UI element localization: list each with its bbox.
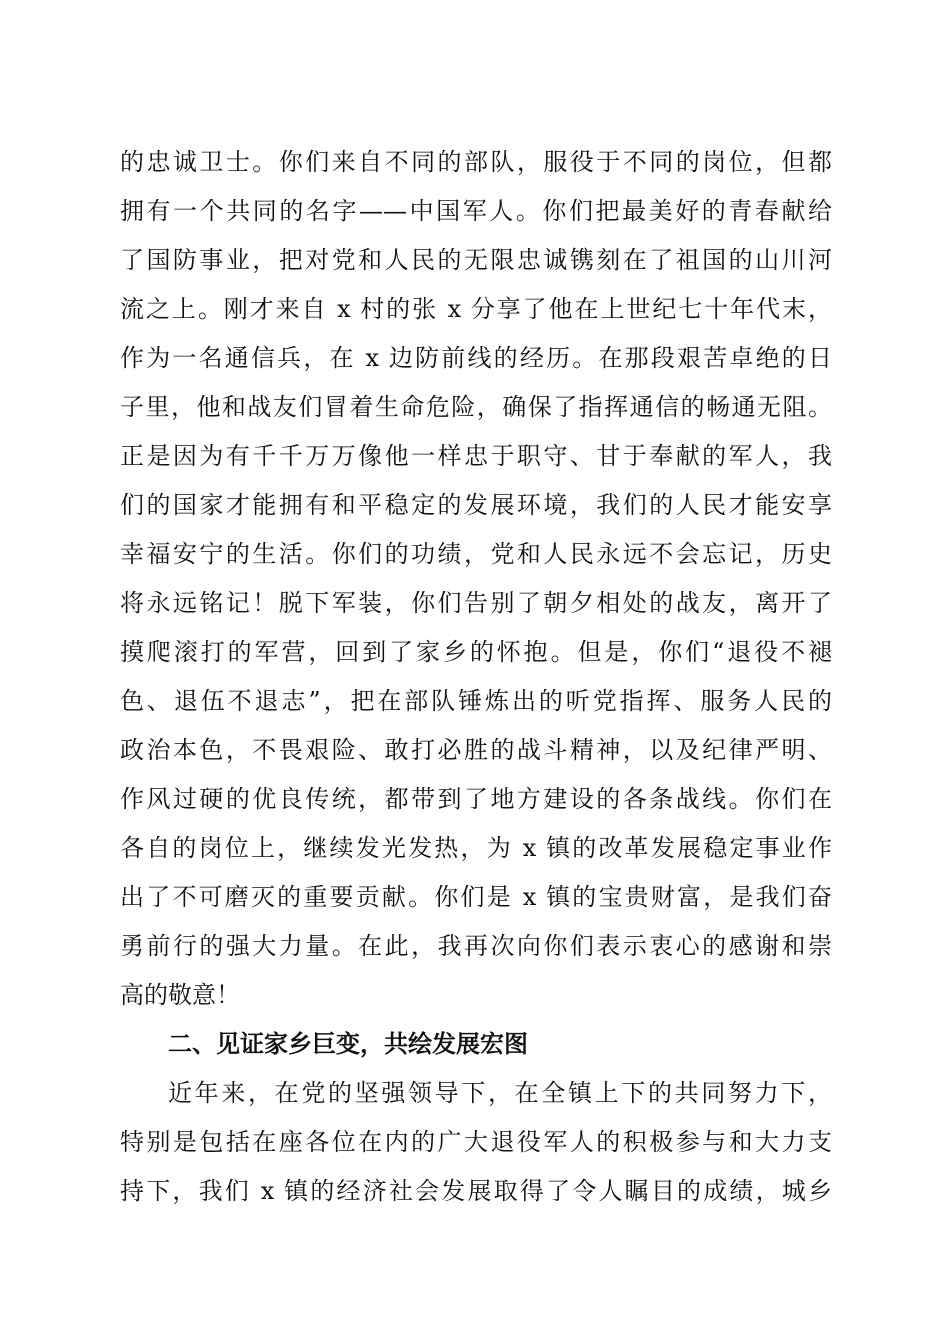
- body-text-line: 政治本色，不畏艰险、敢打必胜的战斗精神，以及纪律严明、: [120, 736, 832, 764]
- body-text-line: 勇前行的强大力量。在此，我再次向你们表示衷心的感谢和崇: [120, 932, 832, 960]
- section-heading: 二、见证家乡巨变，共绘发展宏图: [168, 1030, 528, 1058]
- body-text-line: 子里，他和战友们冒着生命危险，确保了指挥通信的畅通无阻。: [120, 393, 832, 421]
- body-text-line: 摸爬滚打的军营，回到了家乡的怀抱。但是，你们“退役不褪: [120, 638, 832, 666]
- body-text-line: 正是因为有千千万万像他一样忠于职守、甘于奉献的军人，我: [120, 442, 832, 470]
- body-text-line: 流之上。刚才来自 x 村的张 x 分享了他在上世纪七十年代末，: [120, 295, 832, 323]
- body-text-line: 高的敬意！: [120, 981, 240, 1009]
- body-text-line: 将永远铭记！脱下军装，你们告别了朝夕相处的战友，离开了: [120, 589, 832, 617]
- body-text-line: 持下，我们 x 镇的经济社会发展取得了令人瞩目的成绩，城乡: [120, 1177, 832, 1205]
- body-text-line: 的忠诚卫士。你们来自不同的部队，服役于不同的岗位，但都: [120, 148, 832, 176]
- body-text-line: 们的国家才能拥有和平稳定的发展环境，我们的人民才能安享: [120, 491, 832, 519]
- body-text-line: 了国防事业，把对党和人民的无限忠诚镌刻在了祖国的山川河: [120, 246, 832, 274]
- body-text-line: 作为一名通信兵，在 x 边防前线的经历。在那段艰苦卓绝的日: [120, 344, 832, 372]
- body-text-line: 各自的岗位上，继续发光发热，为 x 镇的改革发展稳定事业作: [120, 834, 832, 862]
- body-text-line: 作风过硬的优良传统，都带到了地方建设的各条战线。你们在: [120, 785, 832, 813]
- body-text-line: 幸福安宁的生活。你们的功绩，党和人民永远不会忘记，历史: [120, 540, 832, 568]
- body-text-line: 拥有一个共同的名字——中国军人。你们把最美好的青春献给: [120, 197, 832, 225]
- body-text-line: 色、退伍不退志”，把在部队锤炼出的听党指挥、服务人民的: [120, 687, 832, 715]
- body-text-line: 近年来，在党的坚强领导下，在全镇上下的共同努力下，: [168, 1079, 832, 1107]
- body-text-line: 出了不可磨灭的重要贡献。你们是 x 镇的宝贵财富，是我们奋: [120, 883, 832, 911]
- body-text-line: 特别是包括在座各位在内的广大退役军人的积极参与和大力支: [120, 1128, 832, 1156]
